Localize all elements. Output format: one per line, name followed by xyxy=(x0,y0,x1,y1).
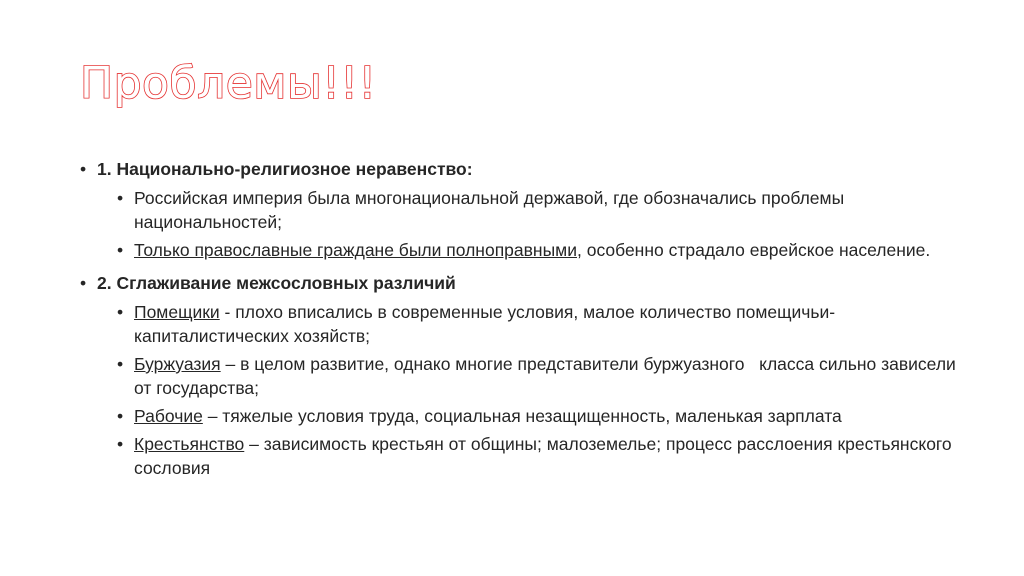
section-national-religious xyxy=(80,158,960,262)
slide-content xyxy=(80,158,960,484)
item-text: Российская империя была многонациональной державой, где обозначались проблемы национальностей; xyxy=(134,188,845,232)
list-item xyxy=(97,238,960,262)
list-item xyxy=(97,404,960,428)
bullet-dot-icon: • xyxy=(117,240,124,260)
bullet-dot-icon: • xyxy=(80,273,87,293)
item-text: – тяжелые условия труда, социальная незащищенность, маленькая зарплата xyxy=(202,406,842,426)
bullet-dot-icon: • xyxy=(80,159,87,179)
item-underlined-term: Рабочие xyxy=(134,406,203,426)
item-underlined-term: Помещики xyxy=(134,302,220,322)
list-item xyxy=(97,186,960,234)
section-class-differences xyxy=(80,272,960,480)
section-heading: 1. Национально-религиозное неравенство: xyxy=(97,159,473,179)
section-heading: 2. Сглаживание межсословных различий xyxy=(97,273,456,293)
item-underlined-term: Только православные граждане были полноправными xyxy=(134,240,577,260)
list-item xyxy=(97,352,960,400)
bullet-dot-icon: • xyxy=(117,188,124,208)
sub-bullet-list xyxy=(97,300,960,480)
list-item xyxy=(97,432,960,480)
sub-bullet-list xyxy=(97,186,960,262)
item-text: – в целом развитие, однако многие представители буржуазного класса сильно зависели от государства; xyxy=(134,354,961,398)
item-underlined-term: Буржуазия xyxy=(134,354,221,374)
slide-title: Проблемы!!! xyxy=(80,58,377,109)
item-underlined-term: Крестьянство xyxy=(134,434,245,454)
bullet-list xyxy=(80,158,960,480)
item-text: , особенно страдало еврейское население. xyxy=(576,240,931,260)
bullet-dot-icon: • xyxy=(117,406,124,426)
bullet-dot-icon: • xyxy=(117,354,124,374)
list-item xyxy=(97,300,960,348)
bullet-dot-icon: • xyxy=(117,302,124,322)
bullet-dot-icon: • xyxy=(117,434,124,454)
item-text: - плохо вписались в современные условия, малое количество помещичьи-капиталистических хозяйств; xyxy=(134,302,836,346)
item-text: – зависимость крестьян от общины; малоземелье; процесс расслоения крестьянского сословия xyxy=(134,434,952,478)
